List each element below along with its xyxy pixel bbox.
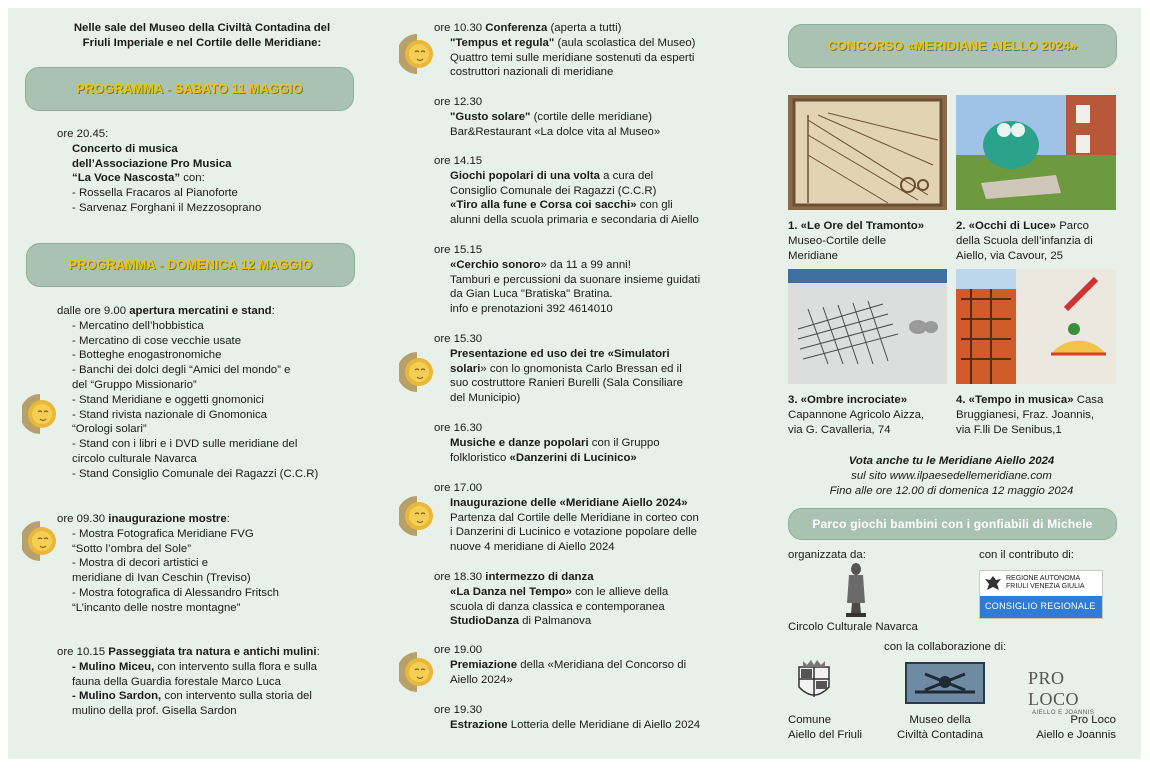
- regione-logo: [979, 570, 1103, 619]
- caption-meridiana-2: 2. «Occhi di Luce» Parco della Scuola dell’infanzia di Aiello, via Cavour, 25: [956, 220, 1093, 262]
- regione-name: REGIONE AUTONOMA FRIULI VENEZIA GIULIA: [1006, 575, 1085, 590]
- banner-concorso: CONCORSO «MERIDIANE AIELLO 2024»: [788, 24, 1117, 68]
- sun-face-icon: [399, 32, 435, 76]
- navarca-statue-icon: [842, 563, 870, 617]
- museo-logo-icon: [905, 662, 985, 704]
- photo-meridiana-tramonto: [788, 95, 947, 210]
- banner-saturday: PROGRAMMA - SABATO 11 MAGGIO: [25, 67, 354, 111]
- photo-occhi-di-luce: [956, 95, 1116, 210]
- event-1230: ore 12.30 "Gusto solare" (cortile delle meridiane) Bar&Restaurant «La dolce vita al Museo»: [434, 96, 661, 138]
- event-1900: ore 19.00 Premiazione della «Meridiana del Concorso di Aiello 2024»: [434, 644, 687, 686]
- sun-face-icon: [399, 494, 435, 538]
- banner-sunday: PROGRAMMA - DOMENICA 12 MAGGIO: [26, 243, 355, 287]
- photo-tempo-in-musica: [956, 269, 1116, 384]
- event-1830: ore 18.30 intermezzo di danza «La Danza nel Tempo» con le allieve della scuola di danza classica e contemporanea StudioDanza di Palmanova: [434, 571, 669, 628]
- caption-meridiana-3: 3. «Ombre incrociate» Capannone Agricolo Aizza, via G. Cavalleria, 74: [788, 394, 925, 436]
- mercatini-section: dalle ore 9.00 apertura mercatini e stand: - Mercatino dell’hobbistica - Mercatino di cose vecchie usate - Botteghe enogastronomiche - Banchi dei dolci degli “Amici del mondo” e del “Gruppo Missionario” - Stand Meridiane e oggetti gnomonici - Stand rivista nazionale di Gnomonica “Orologi solari” - Stand con i libri e i DVD sulle meridiane del circolo culturale Navarca - Stand Consiglio Comunale dei Ragazzi (C.C.R): [57, 305, 319, 480]
- vota-text: Vota anche tu le Meridiane Aiello 2024 sul sito www.ilpaesedellemeridiane.com Fino alle ore 12.00 di domenica 12 maggio 2024: [829, 455, 1074, 497]
- museo-label: Museo della Civiltà Contadina: [897, 714, 984, 741]
- event-1515: ore 15.15 «Cerchio sonoro» da 11 a 99 anni! Tamburi e percussioni da suonare insieme guidati da Gian Luca "Bratiska" Bratina. info e prenotazioni 392 4614010: [434, 244, 701, 316]
- consiglio-bar: CONSIGLIO REGIONALE: [980, 596, 1102, 618]
- collaborazione-label: con la collaborazione di:: [884, 641, 1007, 653]
- event-1415: ore 14.15 Giochi popolari di una volta a cura del Consiglio Comunale dei Ragazzi (C.C.R) «Tiro alla fune e Corsa coi sacchi» con gli alunni della scuola primaria e secondaria di Aiello: [434, 155, 699, 227]
- circolo-label: Circolo Culturale Navarca: [788, 621, 918, 633]
- caption-meridiana-4: 4. «Tempo in musica» Casa Bruggianesi, Fraz. Joannis, via F.lli De Senibus,1: [956, 394, 1104, 436]
- caption-meridiana-1: 1. «Le Ore del Tramonto» Museo-Cortile delle Meridiane: [788, 220, 925, 262]
- event-1030: ore 10.30 Conferenza (aperta a tutti) "Tempus et regula" (aula scolastica del Museo) Quattro temi sulle meridiane sostenuti da esperti costruttori nazionali di meridiane: [434, 22, 696, 79]
- photo-ombre-incrociate: [788, 269, 947, 384]
- banner-parco-giochi: Parco giochi bambini con i gonfiabili di Michele: [788, 508, 1117, 540]
- saturday-event: ore 20.45: Concerto di musica dell’Associazione Pro Musica “La Voce Nascosta” con: - Rossella Fracaros al Pianoforte - Sarvenaz Forghani il Mezzosoprano: [57, 128, 262, 214]
- event-1530: ore 15.30 Presentazione ed uso dei tre «Simulatori solari» con lo gnomonista Carlo Bressan ed il suo costruttore Ranieri Burelli (Sala Consiliare del Municipio): [434, 333, 683, 405]
- sun-face-icon: [22, 519, 58, 563]
- event-1700: ore 17.00 Inaugurazione delle «Meridiane Aiello 2024» Partenza dal Cortile delle Meridiane in corteo con i Danzerini di Lucinico e votazione popolare delle nuove 4 meridiane di Aiello 2024: [434, 482, 699, 554]
- sun-face-icon: [399, 350, 435, 394]
- event-1630: ore 16.30 Musiche e danze popolari con il Gruppo folkloristico «Danzerini di Lucinico»: [434, 422, 660, 464]
- sun-face-icon: [399, 650, 435, 694]
- comune-crest-icon: [791, 657, 837, 707]
- comune-label: Comune Aiello del Friuli: [788, 714, 863, 741]
- sun-face-icon: [22, 392, 58, 436]
- proloco-label: Pro Loco Aiello e Joannis: [1036, 714, 1116, 741]
- organizzata-label: organizzata da:: [788, 549, 866, 561]
- proloco-logo: PRO LOCO AIELLO E JOANNIS: [1028, 668, 1095, 716]
- eagle-icon: [984, 574, 1002, 594]
- passeggiata-section: ore 10.15 Passeggiata tra natura e antichi mulini: - Mulino Miceu, con intervento sulla flora e sulla fauna della Guardia forestale Marco Luca - Mulino Sardon, con intervento sulla storia del mulino della prof. Gisella Sardon: [57, 646, 320, 718]
- mostre-section: ore 09.30 inaugurazione mostre: - Mostra Fotografica Meridiane FVG “Sotto l’ombra del Sole” - Mostra di decori artistici e meridiane di Ivan Ceschin (Treviso) - Mostra fotografica di Alessandro Fritsch “L’incanto delle nostre montagne”: [57, 513, 280, 614]
- intro-text: Nelle sale del Museo della Civiltà Contadina del Friuli Imperiale e nel Cortile delle Meridiane:: [73, 22, 331, 49]
- contributo-label: con il contributo di:: [979, 549, 1074, 561]
- event-1930: ore 19.30 Estrazione Lotteria delle Meridiane di Aiello 2024: [434, 704, 701, 731]
